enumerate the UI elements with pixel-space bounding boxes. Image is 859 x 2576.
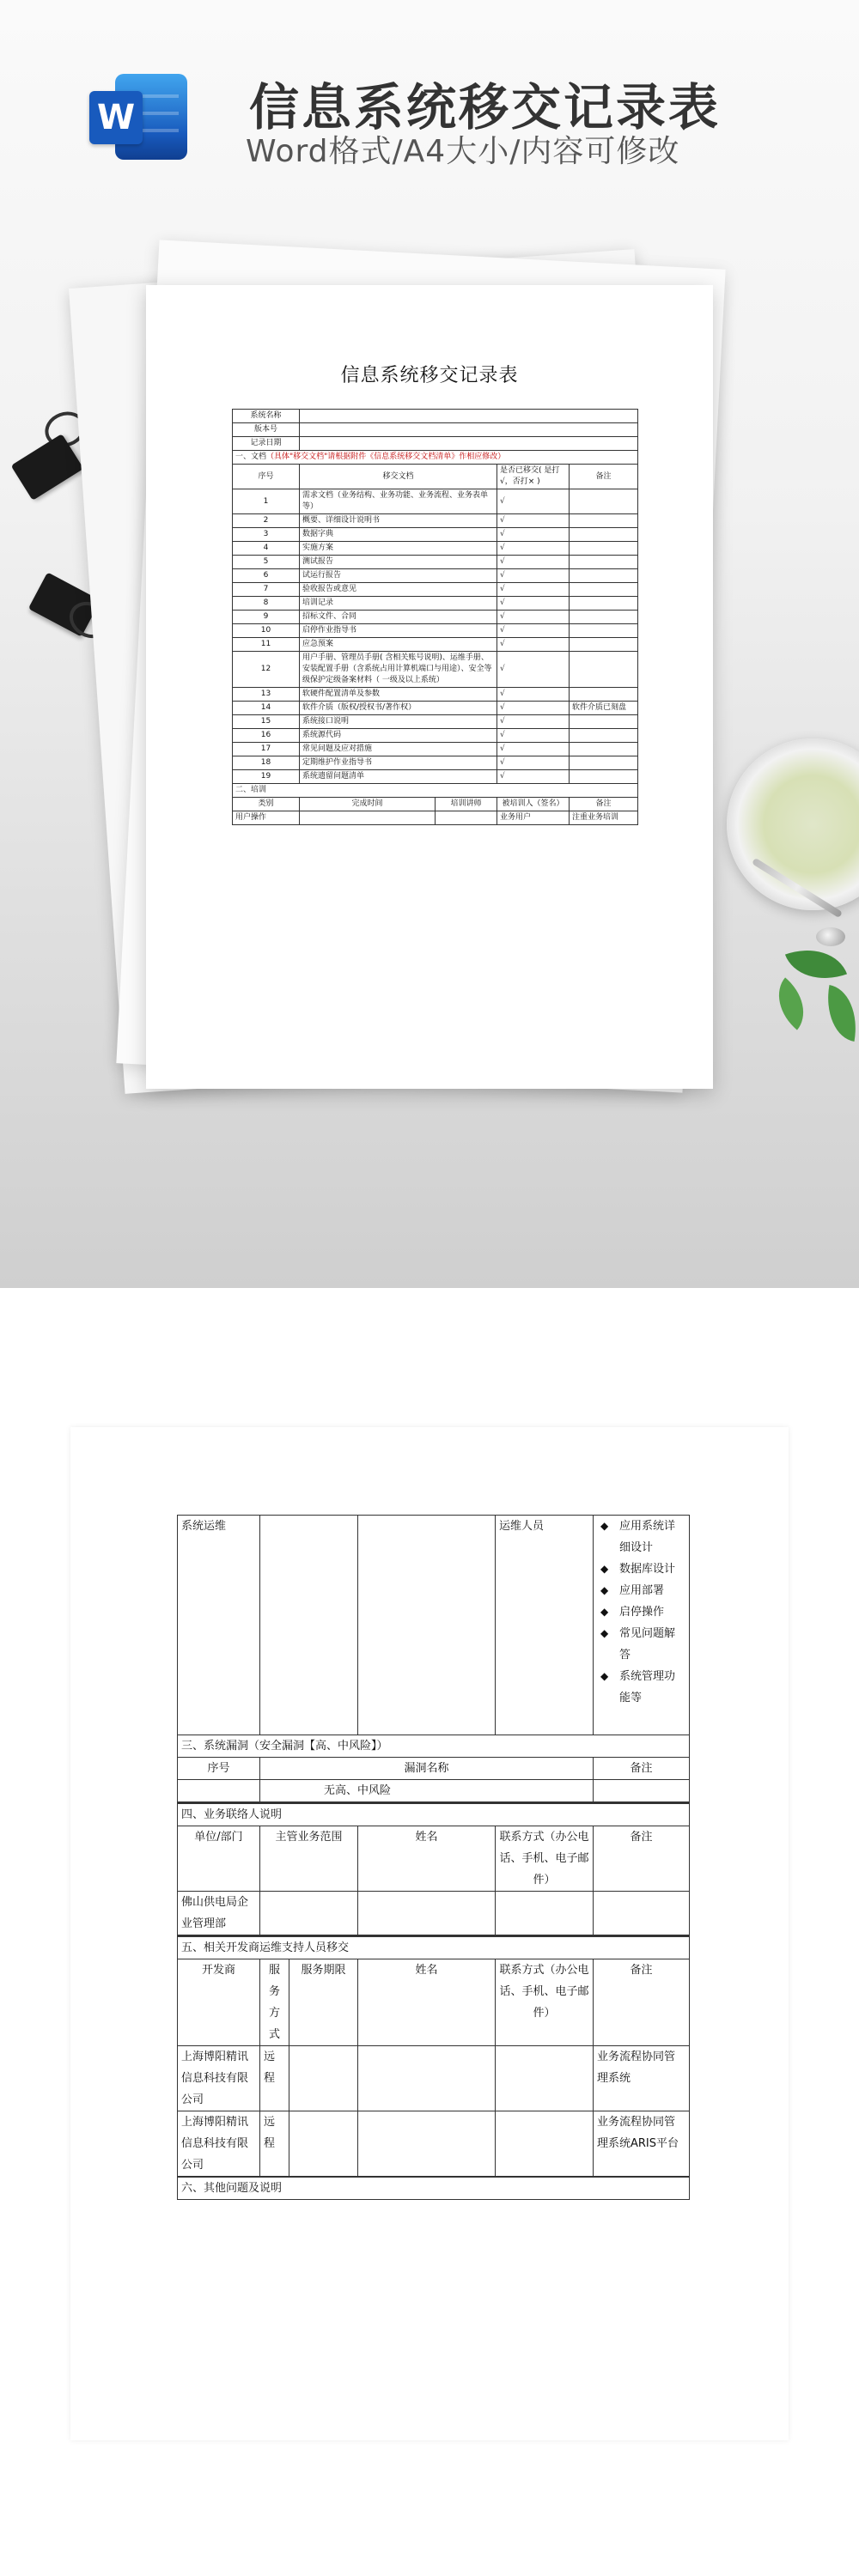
document-row: [233, 542, 638, 556]
doc-transferred-check: √: [497, 569, 570, 583]
dev-mode: 远程: [260, 2111, 289, 2177]
table-row: [178, 1780, 690, 1802]
transfer-record-table-continued: [177, 1515, 690, 2200]
header-cell: 服务期限: [289, 1959, 358, 2046]
doc-number: 17: [233, 743, 300, 756]
doc-number: 6: [233, 569, 300, 583]
table-header-row: [233, 465, 638, 489]
doc-number: 15: [233, 715, 300, 729]
ops-item: ◆ 应用部署: [597, 1580, 685, 1601]
doc-number: 12: [233, 652, 300, 688]
document-row: [233, 528, 638, 542]
header-cell: 漏洞名称: [260, 1758, 594, 1780]
doc-name: 需求文档（业务结构、业务功能、业务流程、业务表单等）: [300, 489, 497, 514]
header-cell: 备注: [594, 1826, 690, 1892]
ops-item: ◆ 启停操作: [597, 1601, 685, 1623]
doc-number: 11: [233, 638, 300, 652]
table-header-row: [178, 1758, 690, 1780]
header-cell: 是否已移交( 是打√，否打× ): [497, 465, 570, 489]
doc-note: 软件介质已刻盘: [570, 702, 638, 715]
doc-name: 常见问题及应对措施: [300, 743, 497, 756]
document-row: [233, 489, 638, 514]
dev-mode: 远程: [260, 2046, 289, 2111]
doc-name: 启停作业指导书: [300, 624, 497, 638]
header-cell: 主管业务范围: [260, 1826, 358, 1892]
train-category: 用户操作: [233, 811, 300, 825]
header-cell: 序号: [233, 465, 300, 489]
header-cell: 序号: [178, 1758, 260, 1780]
header-cell: 姓名: [358, 1826, 496, 1892]
doc-transferred-check: √: [497, 556, 570, 569]
document-row: [233, 569, 638, 583]
dev-note: 业务流程协同管理系统ARIS平台: [594, 2111, 690, 2177]
doc-name: 测试报告: [300, 556, 497, 569]
doc-name: 软硬件配置清单及参数: [300, 688, 497, 702]
header-cell: 移交文档: [300, 465, 497, 489]
doc-transferred-check: √: [497, 715, 570, 729]
document-row: [233, 770, 638, 784]
header-cell: 被培训人（签名）: [497, 798, 570, 811]
document-list: [233, 489, 638, 784]
doc-note: [570, 715, 638, 729]
doc-name: 系统接口说明: [300, 715, 497, 729]
promo-title: 信息系统移交记录表: [249, 78, 722, 137]
doc-note: [570, 514, 638, 528]
doc-transferred-check: √: [497, 756, 570, 770]
section-label: 三、系统漏洞（安全漏洞【高、中风险】）: [178, 1735, 690, 1758]
table-row: [178, 1892, 690, 1935]
document-row: [233, 729, 638, 743]
doc-number: 16: [233, 729, 300, 743]
doc-transferred-check: √: [497, 514, 570, 528]
doc-name: 概要、详细设计说明书: [300, 514, 497, 528]
ops-person-label: 运维人员: [496, 1516, 594, 1735]
section-heading: [178, 1735, 690, 1758]
doc-note: [570, 756, 638, 770]
header-cell: 开发商: [178, 1959, 260, 2046]
info-value: [300, 437, 638, 451]
document-row: [233, 715, 638, 729]
document-row: [233, 611, 638, 624]
doc-note: [570, 652, 638, 688]
doc-transferred-check: √: [497, 770, 570, 784]
ops-item: ◆ 系统管理功能等: [597, 1666, 685, 1709]
doc-name: 用户手册、管理员手册( 含相关账号说明)、运维手册、安装配置手册（含系统占用计算机端口与用途）、安全等级保护定级备案材料（ 一级及以上系统）: [300, 652, 497, 688]
contact-unit: 佛山供电局企业管理部: [178, 1892, 260, 1935]
header-cell: 单位/部门: [178, 1826, 260, 1892]
doc-number: 8: [233, 597, 300, 611]
doc-number: 3: [233, 528, 300, 542]
doc-number: 1: [233, 489, 300, 514]
document-row: [233, 556, 638, 569]
word-logo-letter: W: [89, 91, 143, 144]
doc-number: 2: [233, 514, 300, 528]
header-cell: 类别: [233, 798, 300, 811]
info-label: 记录日期: [233, 437, 300, 451]
doc-transferred-check: √: [497, 528, 570, 542]
vuln-name: 无高、中风险: [260, 1780, 594, 1802]
doc-transferred-check: √: [497, 624, 570, 638]
section-label: 一、文档: [235, 453, 267, 461]
doc-transferred-check: √: [497, 489, 570, 514]
ops-item: ◆ 应用系统详细设计: [597, 1516, 685, 1558]
section-label: 二、培训: [233, 784, 638, 798]
doc-transferred-check: √: [497, 702, 570, 715]
table-row: [178, 2046, 690, 2111]
doc-transferred-check: √: [497, 597, 570, 611]
doc-name: 定期维护作业指导书: [300, 756, 497, 770]
header-cell: 备注: [570, 465, 638, 489]
info-row: [233, 437, 638, 451]
doc-number: 14: [233, 702, 300, 715]
leaf-icon: [785, 937, 847, 992]
doc-number: 9: [233, 611, 300, 624]
document-row: [233, 597, 638, 611]
ops-row: [178, 1516, 690, 1735]
ops-items: [594, 1516, 690, 1735]
section-heading: [178, 2178, 690, 2200]
section-label: 五、相关开发商运维支持人员移交: [178, 1937, 690, 1959]
doc-note: [570, 611, 638, 624]
doc-note: [570, 583, 638, 597]
table-row: [233, 811, 638, 825]
header-cell: 备注: [594, 1758, 690, 1780]
header-cell: 联系方式（办公电话、手机、电子邮件）: [496, 1826, 594, 1892]
info-label: 版本号: [233, 423, 300, 437]
section-heading: [233, 784, 638, 798]
document-row: [233, 688, 638, 702]
doc-note: [570, 638, 638, 652]
doc-note: [570, 528, 638, 542]
doc-name: 试运行报告: [300, 569, 497, 583]
doc-name: 培训记录: [300, 597, 497, 611]
table-row: [178, 2111, 690, 2177]
doc-number: 7: [233, 583, 300, 597]
header-cell: 备注: [594, 1959, 690, 2046]
header-cell: 服务方式: [260, 1959, 289, 2046]
document-row: [233, 652, 638, 688]
document-row: [233, 514, 638, 528]
dev-note: 业务流程协同管理系统: [594, 2046, 690, 2111]
doc-transferred-check: √: [497, 652, 570, 688]
info-row: [233, 423, 638, 437]
ops-item: ◆ 数据库设计: [597, 1558, 685, 1580]
section-heading: [178, 1804, 690, 1826]
doc-name: 应急预案: [300, 638, 497, 652]
document-row: [233, 702, 638, 715]
document-row: [233, 743, 638, 756]
info-label: 系统名称: [233, 410, 300, 423]
doc-number: 18: [233, 756, 300, 770]
table-header-row: [233, 798, 638, 811]
doc-transferred-check: √: [497, 743, 570, 756]
train-trainee: 业务用户: [497, 811, 570, 825]
leaf-icon: [820, 985, 859, 1042]
info-value: [300, 410, 638, 423]
doc-transferred-check: √: [497, 638, 570, 652]
doc-note: [570, 489, 638, 514]
document-row: [233, 638, 638, 652]
info-row: [233, 410, 638, 423]
section-note: （具体"移交文档"请根据附件《信息系统移交文档清单》作相应修改）: [266, 453, 506, 461]
doc-name: 数据字典: [300, 528, 497, 542]
doc-name: 实施方案: [300, 542, 497, 556]
document-title: 信息系统移交记录表: [340, 365, 519, 386]
word-icon: [89, 74, 187, 160]
transfer-record-table: [232, 409, 638, 825]
document-row: [233, 756, 638, 770]
ops-label: 系统运维: [178, 1516, 260, 1735]
header-cell: 备注: [570, 798, 638, 811]
dev-vendor: 上海博阳精讯信息科技有限公司: [178, 2046, 260, 2111]
doc-transferred-check: √: [497, 583, 570, 597]
document-row: [233, 624, 638, 638]
doc-transferred-check: √: [497, 729, 570, 743]
header-cell: 联系方式（办公电话、手机、电子邮件）: [496, 1959, 594, 2046]
doc-name: 系统源代码: [300, 729, 497, 743]
doc-note: [570, 597, 638, 611]
table-header-row: [178, 1959, 690, 2046]
doc-note: [570, 688, 638, 702]
section-heading: [178, 1937, 690, 1959]
header-cell: 培训讲师: [436, 798, 497, 811]
train-note: 注重业务培训: [570, 811, 638, 825]
doc-number: 10: [233, 624, 300, 638]
table-header-row: [178, 1826, 690, 1892]
doc-number: 5: [233, 556, 300, 569]
doc-name: 软件介质（版权/授权书/著作权）: [300, 702, 497, 715]
doc-note: [570, 542, 638, 556]
doc-transferred-check: √: [497, 688, 570, 702]
doc-number: 19: [233, 770, 300, 784]
document-row: [233, 583, 638, 597]
section-heading: [233, 451, 638, 465]
ops-item: ◆ 常见问题解答: [597, 1623, 685, 1666]
doc-transferred-check: √: [497, 611, 570, 624]
doc-note: [570, 729, 638, 743]
section-label: 四、业务联络人说明: [178, 1804, 690, 1826]
header-cell: 完成时间: [300, 798, 436, 811]
doc-note: [570, 556, 638, 569]
leaf-icon: [765, 977, 819, 1030]
doc-name: 系统遗留问题清单: [300, 770, 497, 784]
doc-number: 4: [233, 542, 300, 556]
doc-name: 招标文件、合同: [300, 611, 497, 624]
doc-number: 13: [233, 688, 300, 702]
doc-note: [570, 569, 638, 583]
doc-note: [570, 624, 638, 638]
doc-name: 验收报告或意见: [300, 583, 497, 597]
doc-note: [570, 770, 638, 784]
doc-note: [570, 743, 638, 756]
doc-transferred-check: √: [497, 542, 570, 556]
promo-subtitle: Word格式/A4大小/内容可修改: [246, 134, 680, 169]
dev-vendor: 上海博阳精讯信息科技有限公司: [178, 2111, 260, 2177]
info-value: [300, 423, 638, 437]
header-cell: 姓名: [358, 1959, 496, 2046]
section-label: 六、其他问题及说明: [178, 2178, 690, 2200]
